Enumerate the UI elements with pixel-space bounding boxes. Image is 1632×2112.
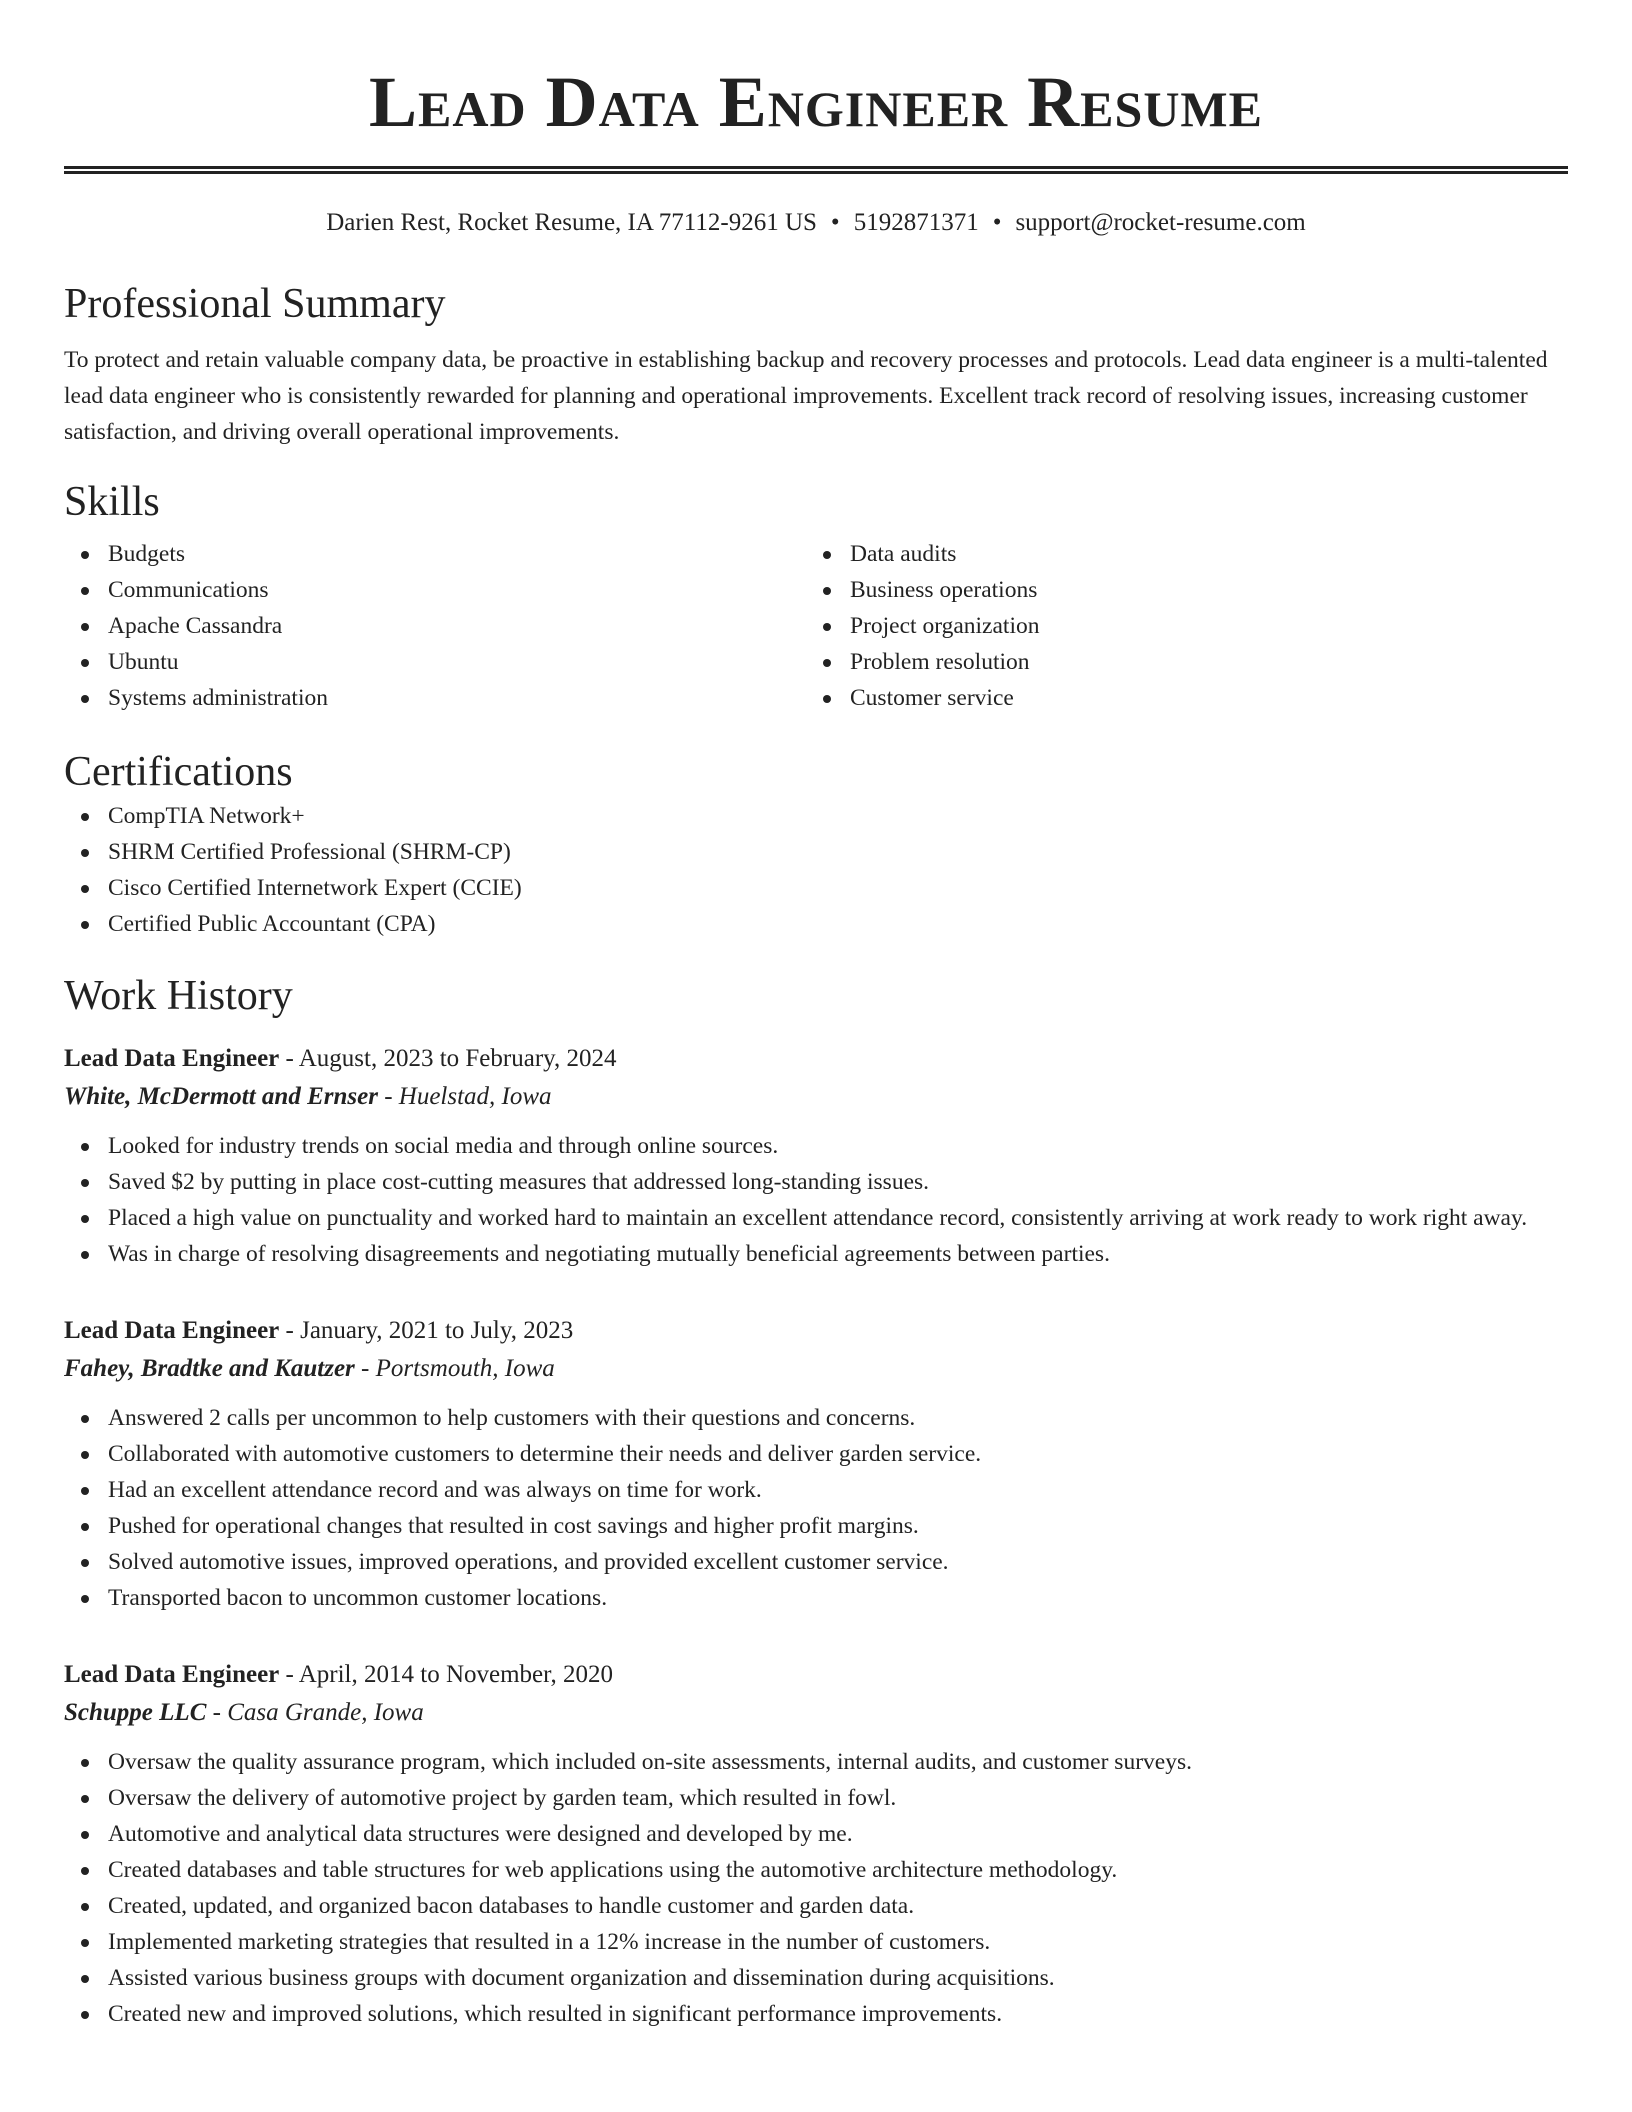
job-dates: - August, 2023 to February, 2024 [279, 1045, 617, 1072]
job-title: Lead Data Engineer [64, 1317, 280, 1344]
job-title: Lead Data Engineer [64, 1661, 280, 1688]
skill-item: Budgets [64, 536, 806, 572]
skill-item: Apache Cassandra [64, 608, 806, 644]
job-title-line [64, 1656, 1568, 1694]
job-company-line [64, 1350, 1568, 1388]
job-duty-item: Oversaw the delivery of automotive project by garden team, which resulted in fowl. [64, 1780, 1568, 1816]
job-duty-item: Had an excellent attendance record and was always on time for work. [64, 1472, 1568, 1508]
certification-item: SHRM Certified Professional (SHRM-CP) [64, 834, 1568, 870]
job-duty-item: Collaborated with automotive customers to determine their needs and deliver garden service. [64, 1436, 1568, 1472]
job-duty-item: Placed a high value on punctuality and worked hard to maintain an excellent attendance record, consistently arriving at work ready to work right away. [64, 1200, 1568, 1236]
job-company: Fahey, Bradtke and Kautzer [64, 1355, 355, 1382]
contact-address: Darien Rest, Rocket Resume, IA 77112-9261 US [326, 209, 817, 236]
job-company: Schuppe LLC [64, 1699, 207, 1726]
certifications-list [64, 798, 1568, 942]
job-duty-item: Looked for industry trends on social media and through online sources. [64, 1128, 1568, 1164]
job-duty-item: Created databases and table structures for web applications using the automotive architecture methodology. [64, 1852, 1568, 1888]
title-divider [64, 166, 1568, 174]
job-duties-list [64, 1400, 1568, 1616]
skills-list-right [806, 536, 1548, 716]
job-duty-item: Answered 2 calls per uncommon to help customers with their questions and concerns. [64, 1400, 1568, 1436]
skill-item: Business operations [806, 572, 1548, 608]
contact-email: support@rocket-resume.com [1015, 209, 1306, 236]
skill-item: Data audits [806, 536, 1548, 572]
job-dates: - January, 2021 to July, 2023 [279, 1317, 574, 1344]
skill-item: Customer service [806, 680, 1548, 716]
job-duty-item: Pushed for operational changes that resulted in cost savings and higher profit margins. [64, 1508, 1568, 1544]
certifications-heading: Certifications [64, 749, 293, 795]
work-history-heading: Work History [64, 973, 293, 1019]
contact-phone: 5192871371 [853, 209, 979, 236]
job-dates: - April, 2014 to November, 2020 [279, 1661, 613, 1688]
job-company-line [64, 1694, 1568, 1732]
skill-item: Problem resolution [806, 644, 1548, 680]
job-duties-list [64, 1744, 1568, 2032]
resume-page [64, 0, 1568, 2032]
job-duty-item: Created new and improved solutions, which resulted in significant performance improvements. [64, 1996, 1568, 2032]
certification-item: Cisco Certified Internetwork Expert (CCIE) [64, 870, 1568, 906]
job-duties-list [64, 1128, 1568, 1272]
job-entry [64, 1312, 1568, 1616]
skill-item: Systems administration [64, 680, 806, 716]
certification-item: Certified Public Accountant (CPA) [64, 906, 1568, 942]
contact-line [64, 206, 1568, 240]
job-entry [64, 1040, 1568, 1272]
job-title-line [64, 1040, 1568, 1078]
skill-item: Communications [64, 572, 806, 608]
job-entry [64, 1656, 1568, 2032]
skills-heading: Skills [64, 479, 160, 525]
resume-title: Lead Data Engineer Resume [369, 62, 1263, 142]
summary-text: To protect and retain valuable company data, be proactive in establishing backup and recovery processes and protocols. Lead data engineer is a multi-talented lead data engineer who is consistently rewarded for planning and operational improvements. Excellent track record of resolving issues, increasing customer satisfaction, and driving overall operational improvements. [64, 347, 1548, 445]
job-location: - Portsmouth, Iowa [354, 1355, 555, 1382]
job-duty-item: Assisted various business groups with document organization and dissemination during acquisitions. [64, 1960, 1568, 1996]
job-duty-item: Oversaw the quality assurance program, which included on-site assessments, internal audits, and customer surveys. [64, 1744, 1568, 1780]
job-duty-item: Automotive and analytical data structures were designed and developed by me. [64, 1816, 1568, 1852]
job-duty-item: Was in charge of resolving disagreements and negotiating mutually beneficial agreements between parties. [64, 1236, 1568, 1272]
job-location: - Casa Grande, Iowa [206, 1699, 424, 1726]
job-duty-item: Created, updated, and organized bacon databases to handle customer and garden data. [64, 1888, 1568, 1924]
skill-item: Ubuntu [64, 644, 806, 680]
skill-item: Project organization [806, 608, 1548, 644]
skills-columns [64, 536, 1568, 716]
summary-heading: Professional Summary [64, 281, 446, 327]
contact-separator: • [830, 209, 840, 236]
job-duty-item: Saved $2 by putting in place cost-cutting measures that addressed long-standing issues. [64, 1164, 1568, 1200]
job-company-line [64, 1078, 1568, 1116]
job-duty-item: Implemented marketing strategies that resulted in a 12% increase in the number of customers. [64, 1924, 1568, 1960]
job-location: - Huelstad, Iowa [377, 1083, 552, 1110]
job-title: Lead Data Engineer [64, 1045, 280, 1072]
contact-separator: • [992, 209, 1002, 236]
certification-item: CompTIA Network+ [64, 798, 1568, 834]
job-company: White, McDermott and Ernser [64, 1083, 378, 1110]
job-duty-item: Solved automotive issues, improved operations, and provided excellent customer service. [64, 1544, 1568, 1580]
job-title-line [64, 1312, 1568, 1350]
job-duty-item: Transported bacon to uncommon customer locations. [64, 1580, 1568, 1616]
skills-list-left [64, 536, 806, 716]
